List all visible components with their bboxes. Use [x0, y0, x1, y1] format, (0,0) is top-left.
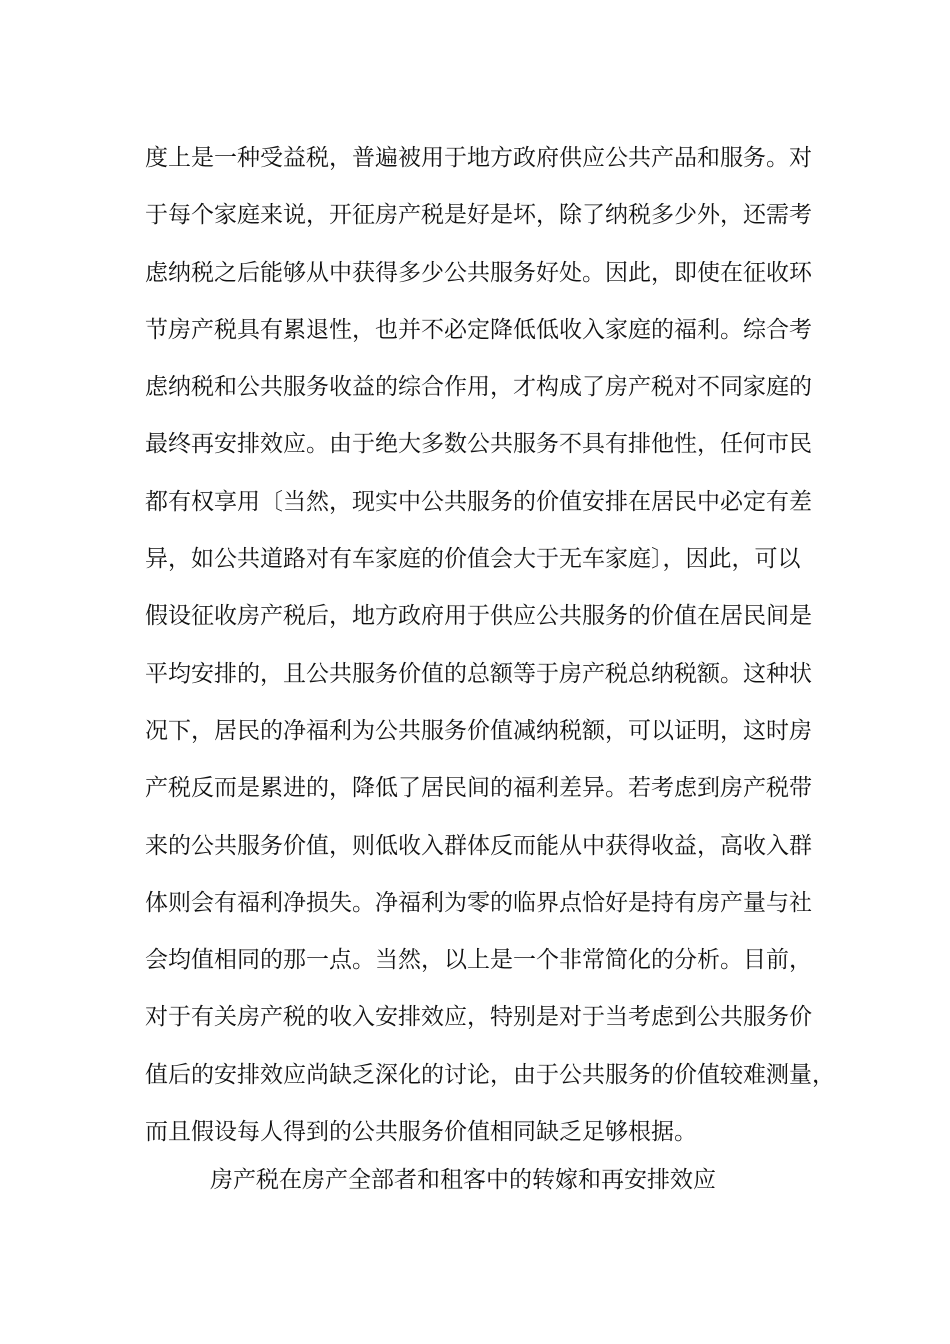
- paragraph-line: 产税反而是累进的，降低了居民间的福利差异。若考虑到房产税带: [145, 775, 812, 802]
- paragraph-line: 来的公共服务价值，则低收入群体反而能从中获得收益，高收入群: [145, 832, 812, 859]
- paragraph-line: 对于有关房产税的收入安排效应，特别是对于当考虑到公共服务价: [145, 1004, 812, 1031]
- paragraph-line: 假设征收房产税后，地方政府用于供应公共服务的价值在居民间是: [145, 603, 812, 630]
- paragraph-line: 而且假设每人得到的公共服务价值相同缺乏足够根据。: [145, 1119, 697, 1146]
- section-heading: 房产税在房产全部者和租客中的转嫁和再安排效应: [210, 1167, 716, 1193]
- paragraph-line: 最终再安排效应。由于绝大多数公共服务不具有排他性，任何市民: [145, 431, 812, 458]
- body-paragraph: [145, 130, 835, 1161]
- paragraph-line: 于每个家庭来说，开征房产税是好是坏，除了纳税多少外，还需考: [145, 202, 812, 229]
- paragraph-line: 节房产税具有累退性，也并不必定降低低收入家庭的福利。综合考: [145, 316, 812, 343]
- paragraph-line: 体则会有福利净损失。净福利为零的临界点恰好是持有房产量与社: [145, 889, 812, 916]
- paragraph-line: 都有权享用〔当然，现实中公共服务的价值安排在居民中必定有差: [145, 488, 812, 515]
- paragraph-line: 异，如公共道路对有车家庭的价值会大于无车家庭〕，因此，可以: [145, 546, 801, 573]
- paragraph-line: 度上是一种受益税，普遍被用于地方政府供应公共产品和服务。对: [145, 145, 812, 171]
- paragraph-line: 况下，居民的净福利为公共服务价值减纳税额，可以证明，这时房: [145, 717, 812, 744]
- paragraph-line: 虑纳税和公共服务收益的综合作用，才构成了房产税对不同家庭的: [145, 374, 812, 401]
- paragraph-line: 值后的安排效应尚缺乏深化的讨论，由于公共服务的价值较难测量，: [145, 1061, 835, 1088]
- paragraph-line: 会均值相同的那一点。当然，以上是一个非常简化的分析。目前，: [145, 947, 812, 974]
- paragraph-line: 平均安排的，且公共服务价值的总额等于房产税总纳税额。这种状: [145, 660, 812, 687]
- paragraph-line: 虑纳税之后能够从中获得多少公共服务好处。因此，即使在征收环: [145, 259, 812, 286]
